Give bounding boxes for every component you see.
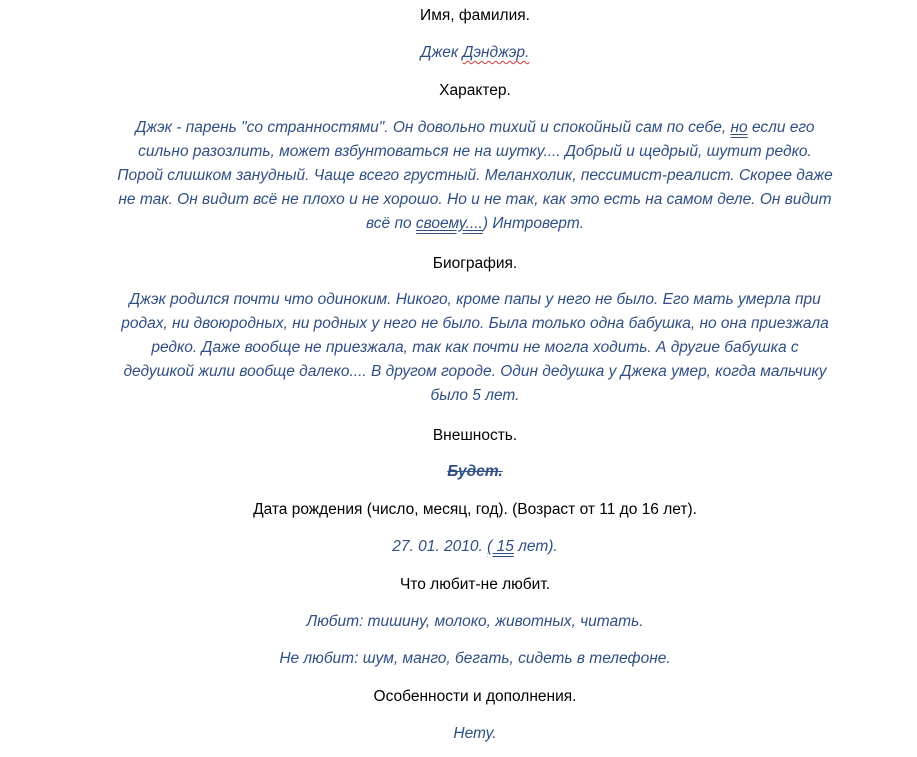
appearance-struck-text: Будет.	[447, 463, 503, 480]
appearance-label: Внешность.	[432, 427, 518, 444]
extra-label: Особенности и дополнения.	[373, 688, 577, 705]
biography-line-5: было 5 лет.	[430, 387, 520, 404]
character-label: Характер.	[439, 82, 511, 99]
extra-value: Нету.	[453, 725, 497, 742]
likes-label: Что любит-не любит.	[399, 576, 551, 593]
name-value	[60, 41, 890, 65]
birth-age: ( 15	[487, 538, 514, 555]
character-paragraph	[60, 116, 890, 236]
birth-value: 27. 01. 2010. ( 15 лет).	[392, 538, 558, 555]
biography-line-4: дедушкой жили вообще далеко.... В другом городе. Один дедушка у Джека умер, когда мальчику	[123, 363, 827, 380]
character-line-2: сильно разозлить, может взбунтоваться не на шутку.... Добрый и щедрый, шутит редко.	[138, 143, 812, 160]
biography-line-2: родах, ни двоюродных, ни родных у него не было. Была только одна бабушка, но она приезжала	[121, 315, 829, 332]
birth-date: 27. 01. 2010.	[392, 538, 488, 555]
last-name: Дэнджэр.	[462, 44, 530, 61]
likes-value: Любит: тишину, молоко, животных, читать.	[306, 613, 644, 630]
character-svoemu: своему....	[415, 215, 483, 232]
character-no-word: но	[730, 119, 748, 136]
character-line-4: не так. Он видит всё не плохо и не хорошо. Но и не так, как это есть на самом деле. Он видит	[118, 191, 832, 208]
biography-label: Биография.	[432, 255, 518, 272]
character-line-3: Порой слишком занудный. Чаще всего грустный. Меланхолик, пессимист-реалист. Скорее даже	[117, 167, 833, 184]
name-label: Имя, фамилия.	[420, 7, 530, 24]
first-name: Джек	[420, 44, 463, 61]
biography-line-1: Джэк родился почти что одиноким. Никого, кроме папы у него не было. Его мать умерла при	[129, 291, 821, 308]
character-line-5: всё по своему....) Интроверт.	[366, 215, 584, 232]
birth-label: Дата рождения (число, месяц, год). (Возраст от 11 до 16 лет).	[253, 501, 697, 518]
dislikes-value: Не любит: шум, манго, бегать, сидеть в телефоне.	[279, 650, 671, 667]
biography-line-3: редко. Даже вообще не приезжала, так как почти не могла ходить. А другие бабушка с	[151, 339, 799, 356]
biography-paragraph	[60, 288, 890, 408]
character-line-1: Джэк - парень "со странностями". Он довольно тихий и спокойный сам по себе, но если его	[135, 119, 815, 136]
appearance-value	[60, 460, 890, 484]
